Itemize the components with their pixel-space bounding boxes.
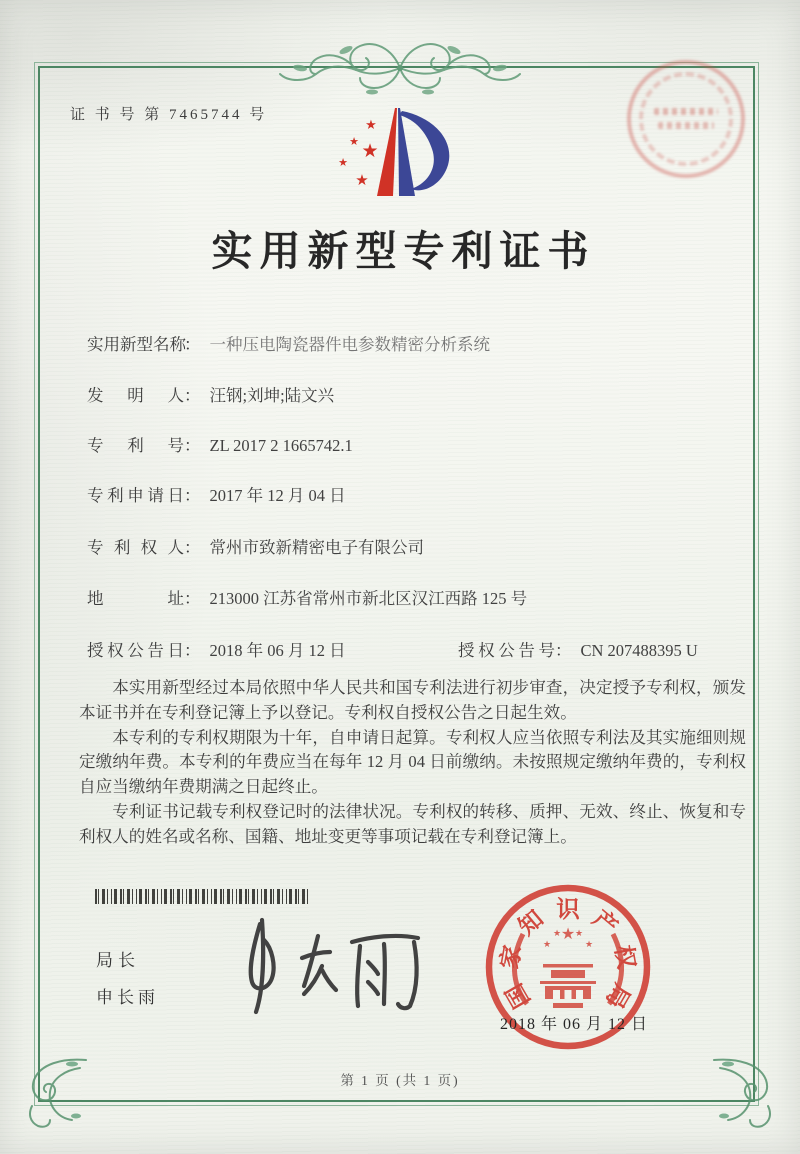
field-utility-model-name: 实用新型名称： 一种压电陶瓷器件电参数精密分析系统 bbox=[87, 331, 490, 355]
field-grant-date: 授权公告日： 2018 年 06 月 12 日 bbox=[87, 637, 346, 661]
director-name: 申长雨 bbox=[96, 988, 159, 1007]
corner-ornament-right bbox=[708, 1056, 780, 1128]
field-value: 213000 江苏省常州市新北区汉江西路 125 号 bbox=[209, 589, 528, 608]
logo-red-wedge bbox=[377, 108, 397, 196]
svg-text:家: 家 bbox=[497, 943, 527, 971]
svg-text:★: ★ bbox=[542, 939, 552, 949]
field-label: 地址 bbox=[87, 589, 184, 608]
field-label: 实用新型名称 bbox=[87, 335, 186, 354]
top-border-ornament bbox=[268, 28, 532, 102]
field-address: 地址： 213000 江苏省常州市新北区汉江西路 125 号 bbox=[87, 585, 527, 609]
director-signature bbox=[218, 910, 433, 1015]
page-footer: 第 1 页 (共 1 页) bbox=[340, 1073, 460, 1088]
svg-text:★: ★ bbox=[584, 939, 594, 949]
field-inventors: 发明人： 汪钢;刘坤;陆文兴 bbox=[87, 382, 334, 406]
certificate-number: 证 书 号 第 7465744 号 bbox=[70, 107, 268, 123]
svg-text:★: ★ bbox=[338, 157, 348, 169]
svg-text:★: ★ bbox=[349, 136, 359, 148]
field-value: CN 207488395 U bbox=[580, 641, 698, 660]
field-grant-publication-number: 授权公告号： CN 207488395 U bbox=[458, 637, 698, 661]
logo-stars-icon bbox=[338, 117, 378, 189]
legal-text bbox=[79, 676, 746, 850]
director-title: 局长 bbox=[96, 951, 140, 970]
svg-text:★: ★ bbox=[361, 141, 379, 162]
field-label: 授权公告号 bbox=[458, 641, 555, 660]
svg-text:知: 知 bbox=[514, 905, 549, 941]
svg-text:★: ★ bbox=[365, 117, 377, 132]
paragraph-grant-statement: 本实用新型经过本局依照中华人民共和国专利法进行初步审查，决定授予专利权，颁发本证书并在专利登记簿上予以登记。专利权自授权公告之日起生效。 bbox=[79, 678, 746, 722]
svg-text:★: ★ bbox=[355, 173, 369, 189]
certificate-title: 实用新型专利证书 bbox=[211, 228, 596, 274]
bleed-stamp-center-text bbox=[654, 108, 718, 115]
field-patent-number: 专利号： ZL 2017 2 1665742.1 bbox=[87, 432, 353, 456]
svg-text:识: 识 bbox=[556, 897, 580, 923]
field-value: 2018 年 06 月 12 日 bbox=[209, 641, 346, 660]
corner-ornament-left bbox=[20, 1056, 92, 1128]
svg-text:★: ★ bbox=[552, 928, 562, 938]
bleed-stamp-text-ring bbox=[639, 72, 733, 166]
patent-office-logo bbox=[335, 108, 457, 208]
field-label: 发明人 bbox=[87, 386, 184, 405]
field-label: 授权公告日 bbox=[87, 641, 184, 660]
field-patentee: 专利权人： 常州市致新精密电子有限公司 bbox=[87, 534, 424, 558]
field-value: 常州市致新精密电子有限公司 bbox=[209, 538, 424, 557]
paragraph-term-and-fees: 本专利的专利权期限为十年，自申请日起算。专利权人应当依照专利法及其实施细则规定缴纳年费。本专利的年费应当在每年 12 月 04 日前缴纳。未按照规定缴纳年费的，专利权自应当缴纳年费期满之日起终止。 bbox=[79, 727, 746, 797]
paragraph-register-note: 专利证书记载专利权登记时的法律状况。专利权的转移、质押、无效、终止、恢复和专利权人的姓名或名称、国籍、地址变更等事项记载在专利登记簿上。 bbox=[79, 801, 746, 846]
field-value: 2017 年 12 月 04 日 bbox=[209, 486, 346, 505]
field-filing-date: 专利申请日： 2017 年 12 月 04 日 bbox=[87, 482, 346, 506]
barcode bbox=[95, 889, 308, 904]
field-label: 专利号 bbox=[87, 436, 184, 455]
seal-date: 2018 年 06 月 12 日 bbox=[500, 1016, 649, 1033]
svg-text:★: ★ bbox=[560, 926, 576, 943]
field-label: 专利权人 bbox=[87, 538, 184, 557]
field-value: ZL 2017 2 1665742.1 bbox=[209, 436, 353, 455]
svg-text:产: 产 bbox=[587, 905, 622, 941]
svg-text:权: 权 bbox=[609, 943, 639, 971]
field-value: 一种压电陶瓷器件电参数精密分析系统 bbox=[209, 335, 490, 354]
field-value: 汪钢;刘坤;陆文兴 bbox=[209, 386, 335, 405]
bleed-stamp-center-text bbox=[658, 122, 714, 129]
bleed-through-stamp bbox=[627, 60, 745, 178]
svg-text:★: ★ bbox=[574, 928, 584, 938]
svg-text:局: 局 bbox=[600, 978, 635, 1013]
svg-text:国: 国 bbox=[501, 978, 536, 1013]
field-label: 专利申请日 bbox=[87, 486, 184, 505]
